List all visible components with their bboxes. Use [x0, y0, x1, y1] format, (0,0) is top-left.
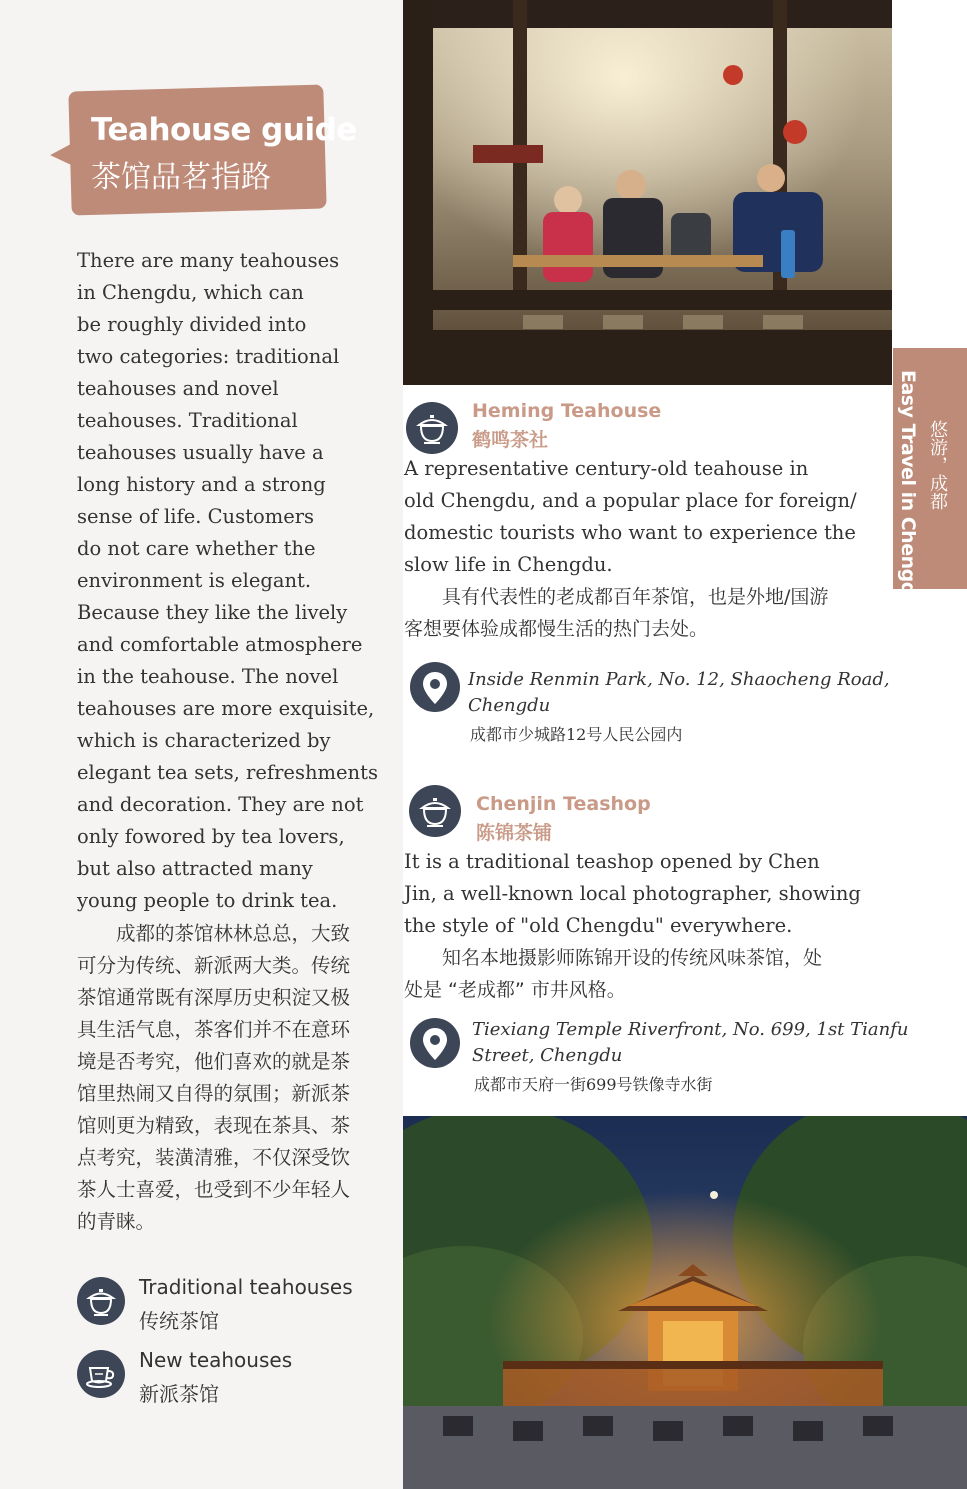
text-line: 境是否考究，他们喜欢的就是茶	[77, 1050, 351, 1073]
text-line: two categories: traditional	[77, 345, 340, 368]
teacup-saucer-icon	[77, 1350, 125, 1398]
section-body-cn	[404, 581, 884, 645]
chenjin-teashop-photo	[403, 1116, 967, 1489]
text-line: environment is elegant.	[77, 569, 312, 592]
address-en	[472, 1017, 908, 1069]
text-line: Inside Renmin Park, No. 12, Shaocheng Road,	[468, 669, 890, 690]
text-line: young people to drink tea.	[77, 889, 338, 912]
text-line: 馆里热闹又自得的氛围；新派茶	[77, 1082, 351, 1105]
intro-text-cn	[77, 918, 377, 1238]
text-line: 知名本地摄影师陈锦开设的传统风味茶馆，处	[404, 947, 823, 969]
side-tab-cn: 悠游，成都	[927, 420, 948, 510]
text-line: 具生活气息，茶客们并不在意环	[77, 1018, 351, 1041]
text-line: teahouses usually have a	[77, 441, 324, 464]
text-line: be roughly divided into	[77, 313, 307, 336]
text-line: 茶馆通常既有深厚历史积淀又极	[77, 986, 351, 1009]
text-line: in the teahouse. The novel	[77, 665, 339, 688]
text-line: Street, Chengdu	[472, 1045, 623, 1066]
text-line: 处是 “老成都” 市井风格。	[404, 979, 626, 1001]
address-cn: 成都市天府一街699号铁像寺水街	[474, 1075, 713, 1094]
text-line: the style of "old Chengdu" everywhere.	[404, 914, 793, 937]
text-line: in Chengdu, which can	[77, 281, 304, 304]
page-title-cn: 茶馆品茗指路	[91, 160, 271, 195]
legend-label-en: New teahouses	[139, 1348, 293, 1372]
text-line: sense of life. Customers	[77, 505, 315, 528]
text-line: which is characterized by	[77, 729, 331, 752]
text-line: and decoration. They are not	[77, 793, 364, 816]
text-line: do not care whether the	[77, 537, 316, 560]
teacup-lid-icon	[409, 785, 461, 837]
text-line: teahouses. Traditional	[77, 409, 298, 432]
text-line: 的青睐。	[77, 1210, 156, 1233]
text-line: old Chengdu, and a popular place for foreign/	[404, 489, 857, 512]
text-line: slow life in Chengdu.	[404, 553, 613, 576]
text-line: elegant tea sets, refreshments	[77, 761, 378, 784]
text-line: and comfortable atmosphere	[77, 633, 363, 656]
text-line: Tiexiang Temple Riverfront, No. 699, 1st Tianfu	[472, 1019, 909, 1040]
section-title-en: Chenjin Teashop	[476, 793, 651, 815]
text-line: long history and a strong	[77, 473, 326, 496]
text-line: domestic tourists who want to experience the	[404, 521, 856, 544]
side-tab-en: Easy Travel in Chengdu	[897, 370, 919, 608]
section-title-en: Heming Teahouse	[472, 400, 662, 422]
side-chapter-tab	[893, 348, 967, 608]
teacup-lid-icon	[77, 1277, 125, 1325]
heming-teahouse-photo	[403, 0, 892, 385]
page-title: Teahouse guide	[91, 112, 357, 148]
text-line: A representative century-old teahouse in	[404, 457, 809, 480]
text-line: Jin, a well-known local photographer, showing	[404, 882, 861, 905]
text-line: 茶人士喜爱，也受到不少年轻人	[77, 1178, 351, 1201]
location-pin-icon	[410, 662, 460, 712]
text-line: only fowored by tea lovers,	[77, 825, 345, 848]
text-line: 可分为传统、新派两大类。传统	[77, 954, 351, 977]
address-en	[468, 667, 890, 719]
teacup-lid-icon	[406, 402, 458, 454]
intro-text-en	[77, 245, 377, 917]
section-title-cn: 陈锦茶铺	[476, 822, 553, 844]
legend-label-cn: 新派茶馆	[139, 1382, 219, 1406]
text-line: 客想要体验成都慢生活的热门去处。	[404, 618, 709, 640]
section-body-cn	[404, 942, 884, 1006]
section-body-en	[404, 453, 884, 581]
text-line: 馆则更为精致，表现在茶具、茶	[77, 1114, 351, 1137]
text-line: Chengdu	[468, 695, 551, 716]
text-line: Because they like the lively	[77, 601, 348, 624]
legend-label-en: Traditional teahouses	[139, 1275, 353, 1299]
text-line: It is a traditional teashop opened by Chen	[404, 850, 820, 873]
legend-label-cn: 传统茶馆	[139, 1309, 219, 1333]
text-line: 点考究，装潢清雅，不仅深受饮	[77, 1146, 351, 1169]
section-title-cn: 鹤鸣茶社	[472, 429, 549, 451]
address-cn: 成都市少城路12号人民公园内	[470, 725, 683, 744]
text-line: There are many teahouses	[77, 249, 340, 272]
text-line: 成都的茶馆林林总总，大致	[77, 922, 351, 945]
text-line: teahouses and novel	[77, 377, 279, 400]
text-line: teahouses are more exquisite,	[77, 697, 375, 720]
text-line: but also attracted many	[77, 857, 313, 880]
text-line: 具有代表性的老成都百年茶馆，也是外地/国游	[404, 586, 829, 608]
location-pin-icon	[410, 1018, 460, 1068]
section-body-en	[404, 846, 884, 942]
